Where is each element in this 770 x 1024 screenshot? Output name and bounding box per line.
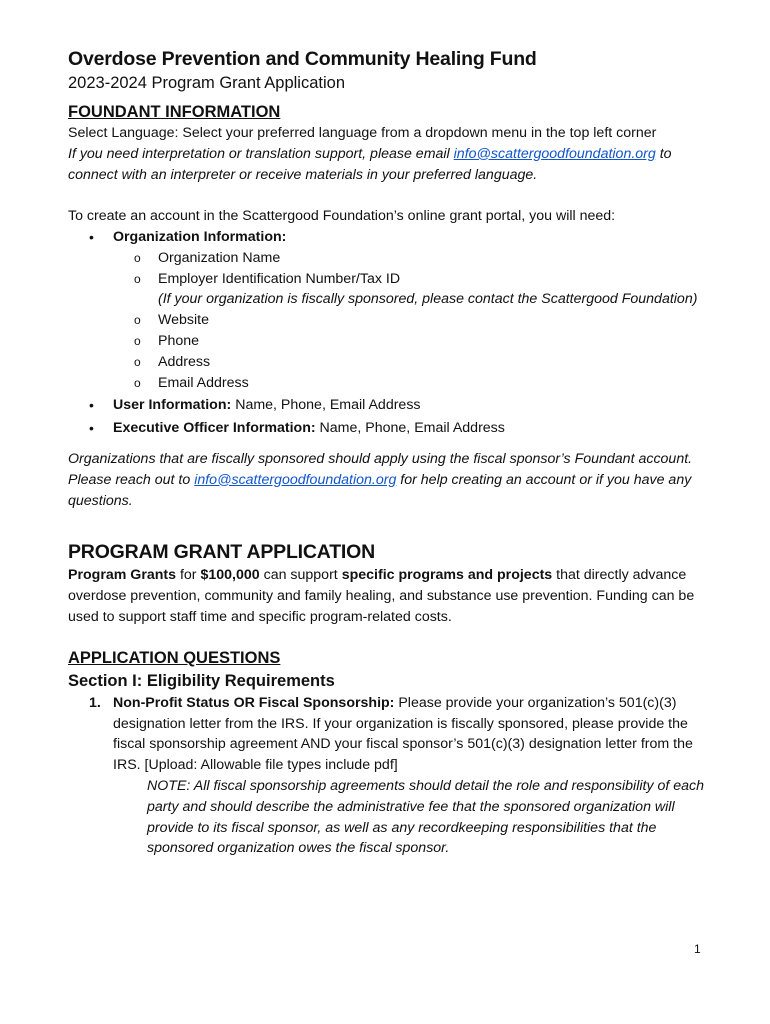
list-item: o Organization Name — [134, 248, 708, 269]
email-link[interactable]: info@scattergoodfoundation.org — [453, 145, 656, 162]
page-number: 1 — [694, 942, 701, 956]
ein-note: (If your organization is fiscally sponsored, please contact the Scattergood Foundation) — [158, 291, 698, 308]
list-item: o Website — [134, 310, 708, 331]
question-note: NOTE: All fiscal sponsorship agreements should detail the role and responsibility of each party and should describe the administrative fee that the sponsored organization will provide to its fiscal sponsor, as well as any recordkeeping responsibilities that the sponsored organization owes the fiscal sponsor. — [147, 777, 705, 857]
list-item-organization — [89, 227, 708, 393]
foundant-heading: FOUNDANT INFORMATION — [68, 103, 281, 121]
fiscal-sponsor-note — [68, 449, 708, 511]
question-item — [89, 693, 708, 859]
list-item: o Address — [134, 352, 708, 373]
email-link[interactable]: info@scattergoodfoundation.org — [194, 471, 397, 488]
org-info-label: Organization Information: — [113, 228, 287, 245]
fiscal-text-before: Organizations that are fiscally sponsored should apply using the fiscal sponsor’s Foundant account. Please reach out to — [68, 450, 693, 488]
document-page — [68, 46, 708, 859]
ein-label: Employer Identification Number/Tax ID — [158, 270, 401, 287]
list-item: o Email Address — [134, 373, 708, 394]
program-text-2: can support — [259, 567, 342, 584]
question-text: Please provide your organization’s 501(c)(3) designation letter from the IRS. If your organization is fiscally sponsored, please provide the fiscal sponsorship agreement AND your fiscal sponsor’s 501(c)(3) designation letter from the IRS. [Upload: Allowable file types include pdf] — [113, 694, 693, 774]
account-intro: To create an account in the Scattergood Foundation’s online grant portal, you will need: — [68, 208, 616, 225]
list-item-user — [89, 395, 708, 416]
exec-info-value: Name, Phone, Email Address — [315, 420, 505, 437]
list-item-executive — [89, 418, 708, 439]
questions-heading: APPLICATION QUESTIONS — [68, 648, 281, 667]
user-info-value: Name, Phone, Email Address — [231, 397, 421, 414]
user-info-label: User Information: — [113, 397, 232, 414]
document-title: Overdose Prevention and Community Healing Fund — [68, 48, 537, 70]
program-heading: PROGRAM GRANT APPLICATION — [68, 541, 375, 564]
interpretation-note — [68, 144, 708, 186]
questions-list — [68, 693, 708, 859]
language-instruction: Select Language: Select your preferred language from a dropdown menu in the top left corner — [68, 125, 657, 141]
interp-text-before: If you need interpretation or translation support, please email — [68, 145, 454, 162]
program-scope-term: specific programs and projects — [341, 567, 553, 584]
program-text-1: for — [176, 567, 201, 584]
org-info-sublist — [113, 248, 708, 394]
list-item — [134, 269, 708, 311]
fiscal-text-after: for help creating an account or if you have any questions. — [68, 471, 692, 509]
program-grants-term: Program Grants — [68, 567, 177, 584]
requirements-list — [68, 227, 708, 439]
program-text-3: that directly advance overdose prevention, community and family healing, and substance use prevention. Funding can be used to support staff time and specific program-related costs. — [68, 567, 695, 625]
section-heading: Section I: Eligibility Requirements — [68, 671, 335, 690]
program-description — [68, 565, 708, 627]
grant-amount: $100,000 — [200, 567, 260, 584]
exec-info-label: Executive Officer Information: — [113, 420, 316, 437]
question-label: Non-Profit Status OR Fiscal Sponsorship: — [113, 694, 395, 711]
list-item: o Phone — [134, 331, 708, 352]
interp-text-after: to connect with an interpreter or receive materials in your preferred language. — [68, 145, 672, 183]
question-number: 1. — [89, 694, 101, 711]
document-subtitle: 2023-2024 Program Grant Application — [68, 74, 346, 92]
